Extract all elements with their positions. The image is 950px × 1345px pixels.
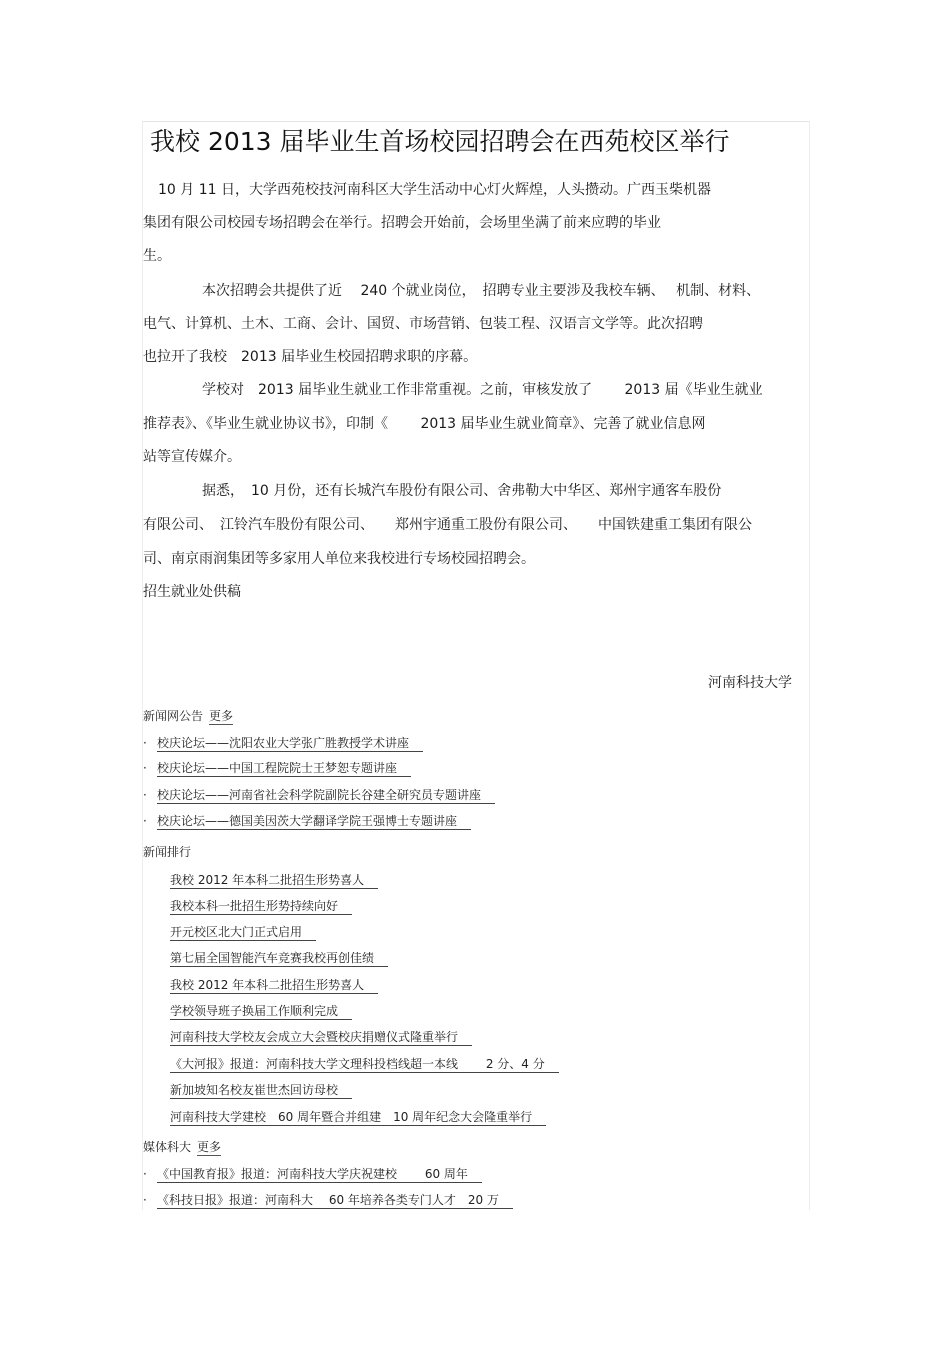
paragraph-line: 10 月 11 日，大学西苑校技河南科区大学生活动中心灯火辉煌，人头攒动。广西玉柴机器 xyxy=(158,182,711,198)
paragraph-line: 司、南京雨润集团等多家用人单位来我校进行专场校园招聘会。 xyxy=(143,551,535,567)
media-item xyxy=(143,1165,482,1183)
ranking-item xyxy=(170,871,378,889)
paragraph-line: 推荐表》、《毕业生就业协议书》，印制《 2013 届毕业生就业简章》、完善了就业信息网 xyxy=(143,416,706,432)
ranking-item xyxy=(170,976,378,994)
bullet-icon: · xyxy=(143,1167,147,1181)
paragraph-line: 学校对 2013 届毕业生就业工作非常重视。之前，审核发放了 2013 届《毕业生就业 xyxy=(202,382,763,398)
ranking-item xyxy=(170,1081,352,1099)
ranking-link[interactable]: 我校 2012 年本科二批招生形势喜人 xyxy=(170,978,378,994)
notice-link[interactable]: 校庆论坛——德国美因茨大学翻译学院王强博士专题讲座 xyxy=(157,814,471,830)
notice-item xyxy=(143,734,423,752)
ranking-link[interactable]: 河南科技大学校友会成立大会暨校庆捐赠仪式隆重举行 xyxy=(170,1030,472,1046)
article-title: 我校 2013 届毕业生首场校园招聘会在西苑校区举行 xyxy=(150,127,730,156)
ranking-title: 新闻排行 xyxy=(143,845,192,859)
bullet-icon: · xyxy=(143,788,147,802)
media-item xyxy=(143,1191,513,1209)
bullet-icon: · xyxy=(143,761,147,775)
ranking-link[interactable]: 我校 2012 年本科二批招生形势喜人 xyxy=(170,873,378,889)
ranking-item xyxy=(170,1108,546,1126)
ranking-item xyxy=(170,1002,352,1020)
notice-link[interactable]: 校庆论坛——中国工程院院士王梦恕专题讲座 xyxy=(157,761,411,777)
ranking-item xyxy=(170,1028,472,1046)
ranking-link[interactable]: 《大河报》报道：河南科技大学文理科投档线超一本线 2 分、4 分 xyxy=(170,1057,559,1073)
article-source: 招生就业处供稿 xyxy=(143,584,241,600)
ranking-link[interactable]: 开元校区北大门正式启用 xyxy=(170,925,316,941)
paragraph-line: 本次招聘会共提供了近 240 个就业岗位， 招聘专业主要涉及我校车辆、 机制、材料、 xyxy=(202,283,761,299)
ranking-item xyxy=(170,923,316,941)
ranking-item xyxy=(170,949,388,967)
paragraph-line: 生。 xyxy=(143,248,171,264)
media-more-link[interactable]: 更多 xyxy=(197,1140,222,1154)
paragraph-line: 电气、计算机、土木、工商、会计、国贸、市场营销、包装工程、汉语言文学等。此次招聘 xyxy=(143,316,703,332)
notices-header xyxy=(143,707,233,725)
ranking-item xyxy=(170,897,352,915)
ranking-link[interactable]: 第七届全国智能汽车竞赛我校再创佳绩 xyxy=(170,951,388,967)
notice-link[interactable]: 校庆论坛——河南省社会科学院副院长谷建全研究员专题讲座 xyxy=(157,788,495,804)
media-header xyxy=(143,1138,221,1156)
paragraph-line: 集团有限公司校园专场招聘会在举行。招聘会开始前，会场里坐满了前来应聘的毕业 xyxy=(143,215,661,231)
ranking-item xyxy=(170,1055,559,1073)
bullet-icon: · xyxy=(143,814,147,828)
ranking-link[interactable]: 河南科技大学建校 60 周年暨合并组建 10 周年纪念大会隆重举行 xyxy=(170,1110,546,1126)
notice-link[interactable]: 校庆论坛——沈阳农业大学张广胜教授学术讲座 xyxy=(157,736,423,752)
paragraph-line: 站等宣传媒介。 xyxy=(143,449,241,465)
notice-item xyxy=(143,786,495,804)
signature: 河南科技大学 xyxy=(708,675,792,691)
notices-more-link[interactable]: 更多 xyxy=(209,709,234,723)
media-link[interactable]: 《科技日报》报道：河南科大 60 年培养各类专门人才 20 万 xyxy=(157,1193,513,1209)
notice-item xyxy=(143,812,471,830)
paragraph-line: 也拉开了我校 2013 届毕业生校园招聘求职的序幕。 xyxy=(143,349,478,365)
ranking-link[interactable]: 我校本科一批招生形势持续向好 xyxy=(170,899,352,915)
notices-title: 新闻网公告 xyxy=(143,709,204,723)
notice-item xyxy=(143,759,411,777)
paragraph-line: 据悉， 10 月份，还有长城汽车股份有限公司、舍弗勒大中华区、郑州宇通客车股份 xyxy=(202,483,722,499)
media-title: 媒体科大 xyxy=(143,1140,192,1154)
bullet-icon: · xyxy=(143,736,147,750)
media-link[interactable]: 《中国教育报》报道：河南科技大学庆祝建校 60 周年 xyxy=(157,1167,482,1183)
bullet-icon: · xyxy=(143,1193,147,1207)
ranking-link[interactable]: 学校领导班子换届工作顺利完成 xyxy=(170,1004,352,1020)
paragraph-line: 有限公司、 江铃汽车股份有限公司、 郑州宇通重工股份有限公司、 中国铁建重工集团有限公 xyxy=(143,517,752,533)
ranking-link[interactable]: 新加坡知名校友崔世杰回访母校 xyxy=(170,1083,352,1099)
